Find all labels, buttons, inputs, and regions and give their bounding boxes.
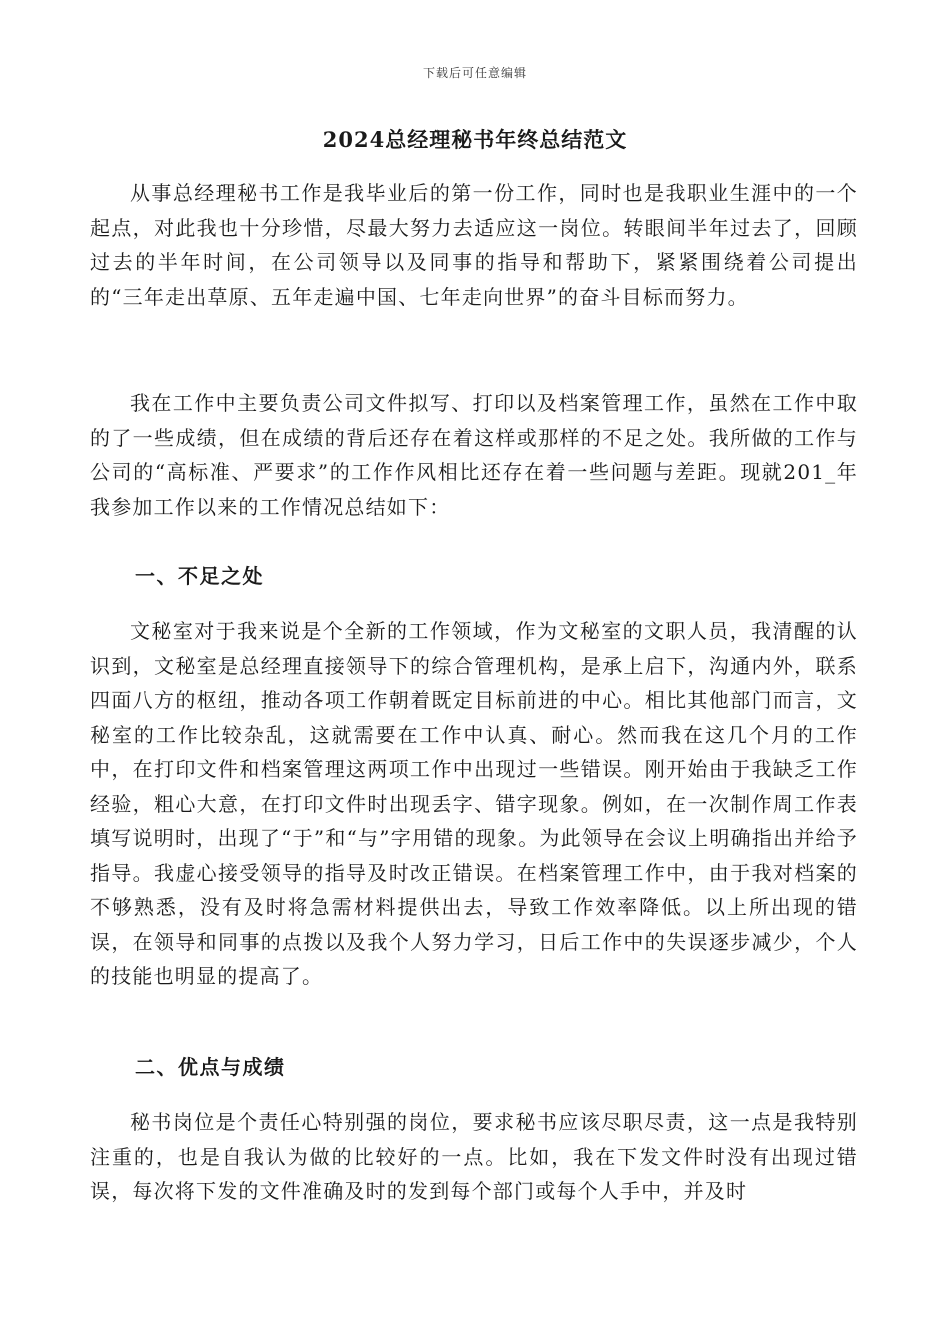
section-heading-achievements: 二、优点与成绩: [135, 1055, 286, 1079]
paragraph-achievements: [90, 1105, 858, 1209]
paragraph-shortcomings: [90, 614, 858, 994]
paragraph-2: 我在工作中主要负责公司文件拟写、打印以及档案管理工作，虽然在工作中取的了一些成绩，但在成绩的背后还存在着这样或那样的不足之处。我所做的工作与公司的“高标准、严要求”的工作作风相比还存在着一些问题与差距。现就201_年我参加工作以来的工作情况总结如下：: [90, 391, 858, 519]
header-note: 下载后可任意编辑: [422, 66, 527, 80]
paragraph-intro: [90, 176, 858, 314]
paragraph-3: 文秘室对于我来说是个全新的工作领域，作为文秘室的文职人员，我清醒的认识到，文秘室是总经理直接领导下的综合管理机构，是承上启下，沟通内外，联系四面八方的枢纽，推动各项工作朝着既定目标前进的中心。相比其他部门而言，文秘室的工作比较杂乱，这就需要在工作中认真、耐心。然而我在这几个月的工作中，在打印文件和档案管理这两项工作中出现过一些错误。刚开始由于我缺乏工作经验，粗心大意，在打印文件时出现丢字、错字现象。例如，在一次制作周工作表填写说明时，出现了“于”和“与”字用错的现象。为此领导在会议上明确指出并给予指导。我虚心接受领导的指导及时改正错误。在档案管理工作中，由于我对档案的不够熟悉，没有及时将急需材料提供出去，导致工作效率降低。以上所出现的错误，在领导和同事的点拨以及我个人努力学习，日后工作中的失误逐步减少，个人的技能也明显的提高了。: [90, 619, 858, 988]
paragraph-scope: [90, 386, 858, 524]
paragraph-1: 从事总经理秘书工作是我毕业后的第一份工作，同时也是我职业生涯中的一个起点，对此我也十分珍惜，尽最大努力去适应这一岗位。转眼间半年过去了，回顾过去的半年时间，在公司领导以及同事的指导和帮助下，紧紧围绕着公司提出的“三年走出草原、五年走遍中国、七年走向世界”的奋斗目标而努力。: [90, 181, 858, 309]
paragraph-4: 秘书岗位是个责任心特别强的岗位，要求秘书应该尽职尽责，这一点是我特别注重的，也是自我认为做的比较好的一点。比如，我在下发文件时没有出现过错误，每次将下发的文件准确及时的发到每个部门或每个人手中，并及时: [90, 1110, 858, 1203]
document-title: 2024总经理秘书年终总结范文: [322, 127, 628, 152]
section-heading-shortcomings: 一、不足之处: [135, 564, 264, 588]
